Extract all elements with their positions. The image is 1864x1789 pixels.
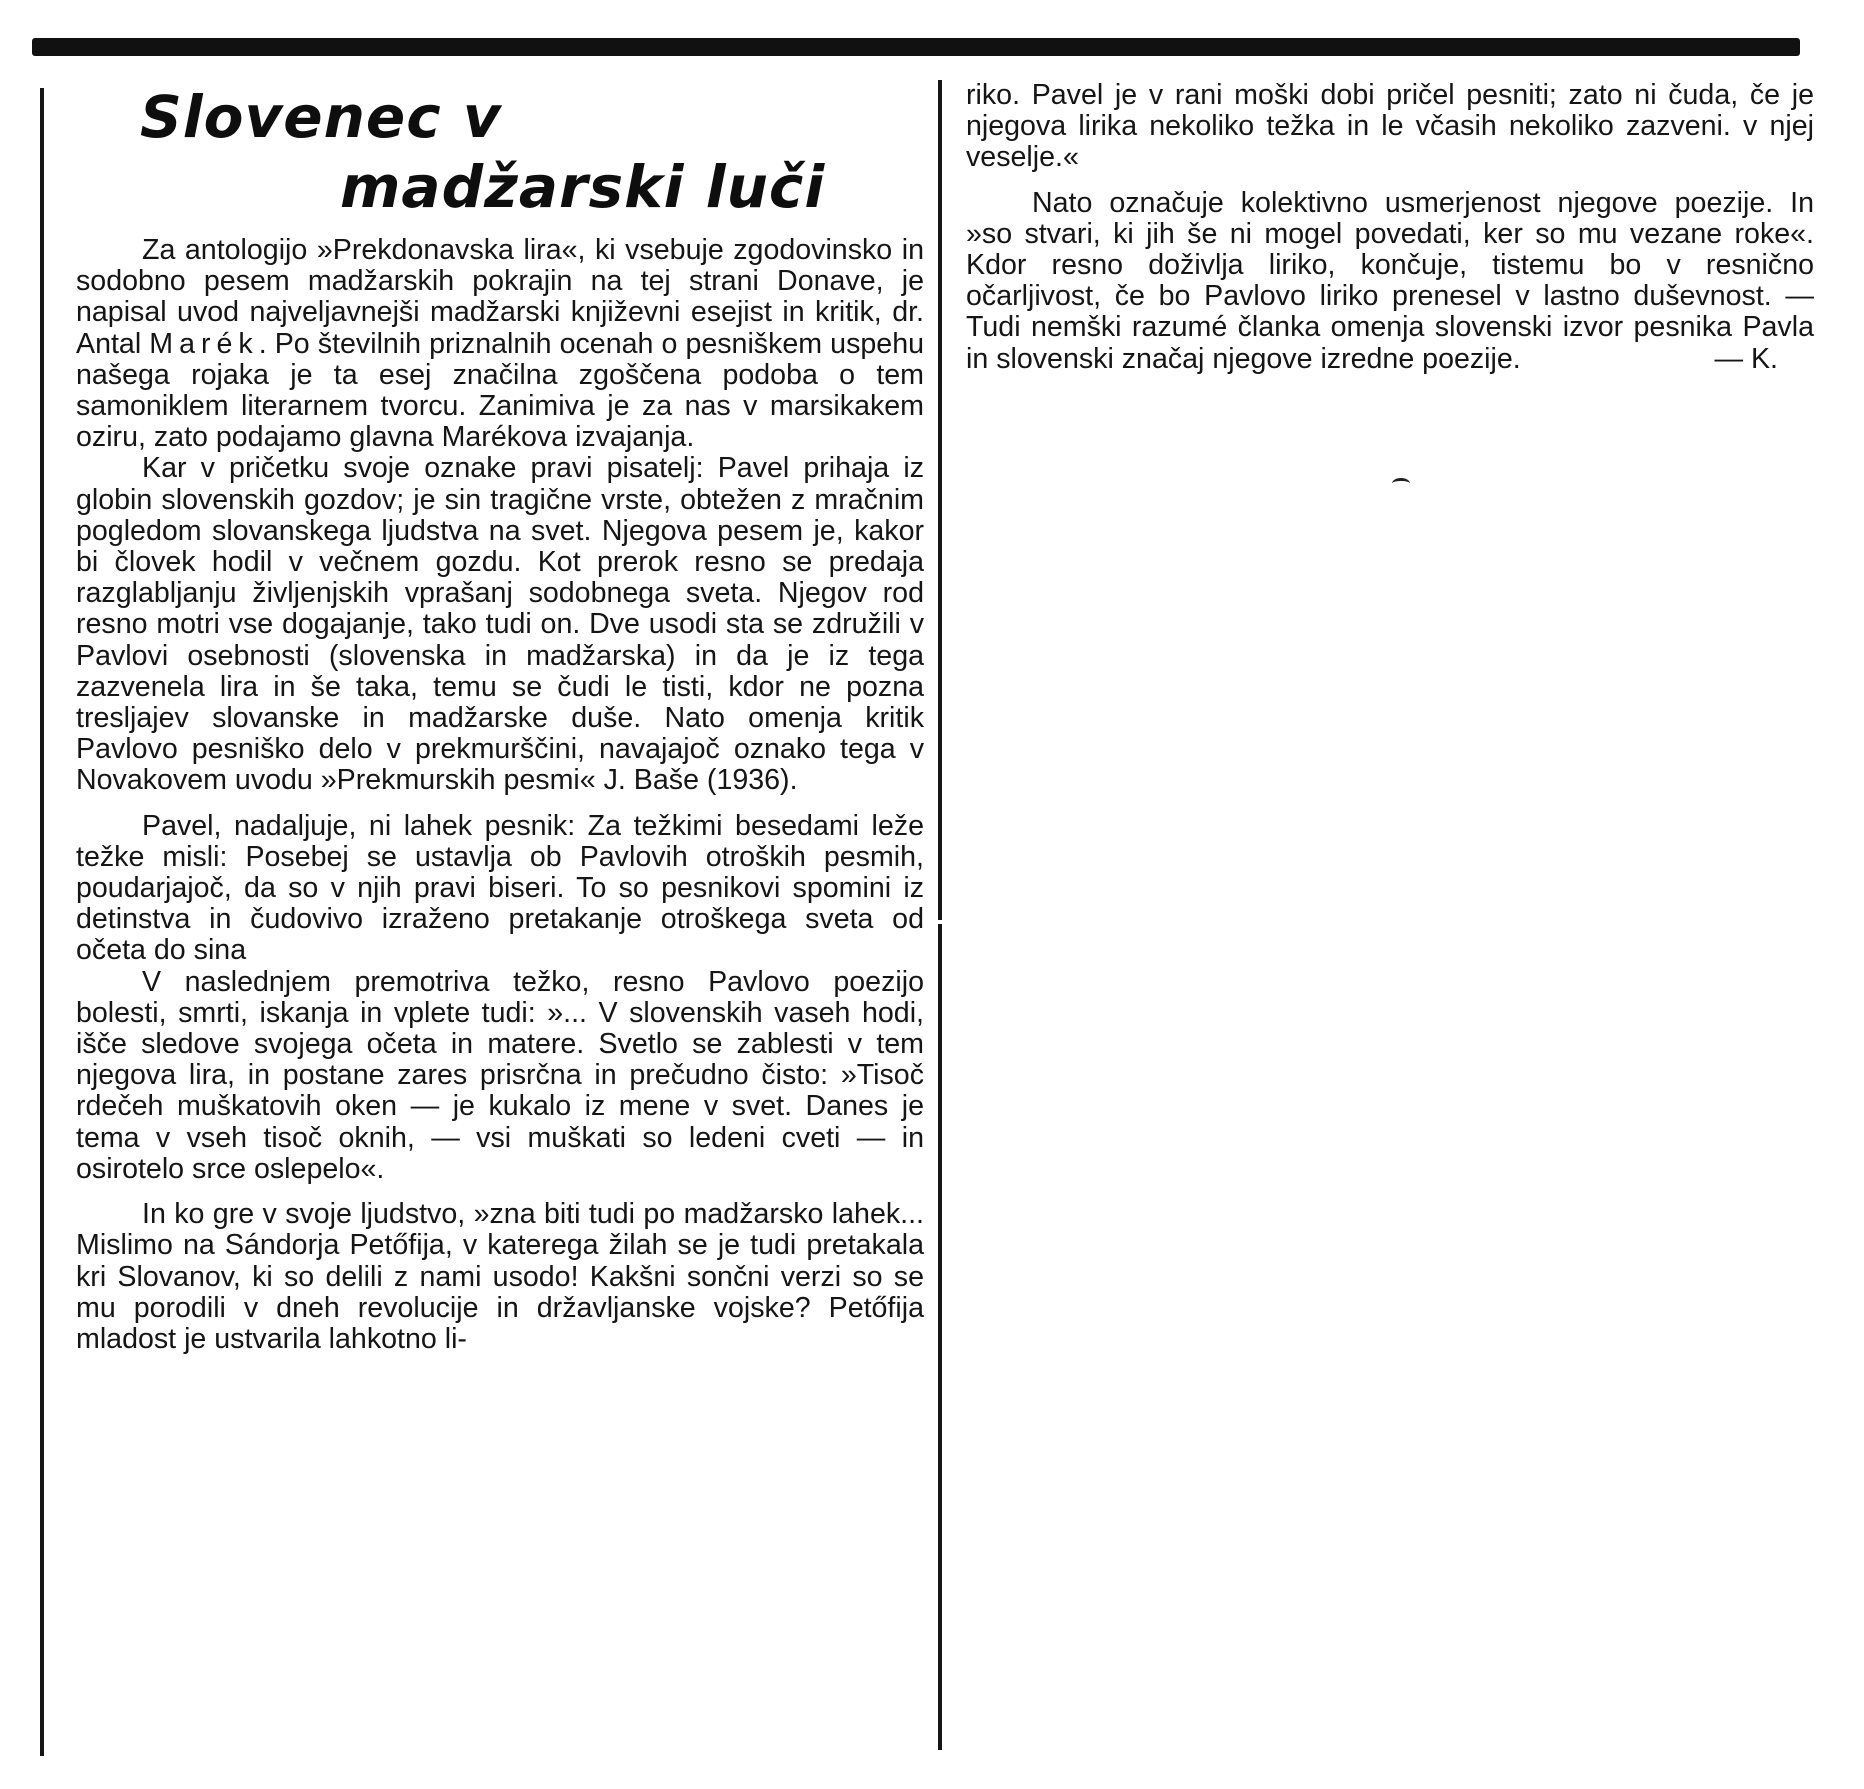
column-divider-upper (938, 80, 942, 920)
paragraph-4: V naslednjem premotriva težko, resno Pavlovo poezijo bolesti, smrti, iskanja in vplete tudi: »... V slovenskih vaseh hodi, išče sledove svojega očeta in matere. Svetlo se zablesti v tem njegova lira, in postane zares prisrčna in prečudno čisto: »Tisoč rdečeh muškatovih oken — je kukalo iz mene v svet. Danes je tema v vseh tisoč oknih, — vsi muškati so ledeni cveti — in osirotelo srce oslepelo«. (76, 965, 924, 1185)
paragraph-intro-text-a: Za antologijo »Prekdonavska lira«, ki vsebuje zgodovinsko in sodobno pesem madžarskih pokrajin na tej strani Donave, je napisal uvod najveljavnejši madžarski književni esejist in kritik, dr. Antal (76, 234, 924, 360)
left-column-rule (40, 88, 44, 1756)
article-headline (140, 82, 920, 222)
paragraph-7: Nato označuje kolektivno usmerjenost njegove poezije. In »so stvari, ki jih še ni mogel povedati, ker so mu vezane roke«. Kdor resno doživlja liriko, končuje, tistemu bo v resnično očarljivost, če bo Pavlovo liriko prenesel v lastno duševnost. — Tudi nemški razumé članka omenja slovenski izvor pesnika Pavla in slovenski značaj njegove izredne poezije. (966, 186, 1814, 375)
paragraph-6: riko. Pavel je v rani moški dobi pričel pesniti; zato ni čuda, če je njegova lirika nekoliko težka in le včasih nekoliko zazveni. v njej veselje.« (966, 79, 1814, 174)
signature: — K. (1714, 342, 1778, 375)
paragraph-intro-text-b: . Po številnih priznalnih ocenah o pesniškem uspehu našega rojaka je ta esej značilna zgoščena podoba o tem samoniklem literarnem tvorcu. Zanimiva je za nas v marsikakem oziru, zato podajamo glavna Marékova izvajanja. (76, 327, 924, 454)
right-column (966, 80, 1814, 375)
top-rule (32, 38, 1800, 56)
end-mark (1392, 478, 1410, 489)
left-column (76, 235, 924, 1355)
column-divider-lower (938, 924, 942, 1750)
paragraph-5: In ko gre v svoje ljudstvo, »zna biti tudi po madžarsko lahek... Mislimo na Sándorja Petőfija, v katerega žilah se je tudi pretakala kri Slovanov, ki so delili z nami usodo! Kakšni sončni verzi so se mu porodili v dneh revolucije in državljanske vojske? Petőfija mladost je ustvarila lahkotno li- (76, 1198, 924, 1355)
headline-line-2: madžarski luči (340, 153, 826, 221)
author-name: Marék (149, 327, 259, 360)
headline-line-1: Slovenec v (140, 83, 502, 151)
paragraph-2: Kar v pričetku svoje oznake pravi pisatelj: Pavel prihaja iz globin slovenskih gozdov; je sin tragične vrste, obtežen z mračnim pogledom slovanskega ljudstva na svet. Njegova pesem je, kakor bi človek hodil v večnem gozdu. Kot prerok resno se predaja razglabljanju življenjskih vprašanj sodobnega sveta. Njegov rod resno motri vse dogajanje, tako tudi on. Dve usodi sta se združili v Pavlovi osebnosti (slovenska in madžarska) in da je iz tega zazvenela lira in še taka, temu se čudi le tisti, kdor ne pozna tresljajev slovanske in madžarske duše. Nato omenja kritik Pavlovo pesniško delo v prekmurščini, navajajoč oznako tega v Novakovem uvodu »Prekmurskih pesmi« J. Baše (1936). (76, 452, 924, 797)
paragraph-3: Pavel, nadaljuje, ni lahek pesnik: Za težkimi besedami leže težke misli: Posebej se ustavlja ob Pavlovih otroških pesmih, poudarjajoč, da so v njih pravi biseri. To so pesnikovi spomini iz detinstva in čudovivo izraženo pretakanje otroškega sveta od očeta do sina (76, 809, 924, 967)
paragraph-intro (76, 235, 924, 453)
